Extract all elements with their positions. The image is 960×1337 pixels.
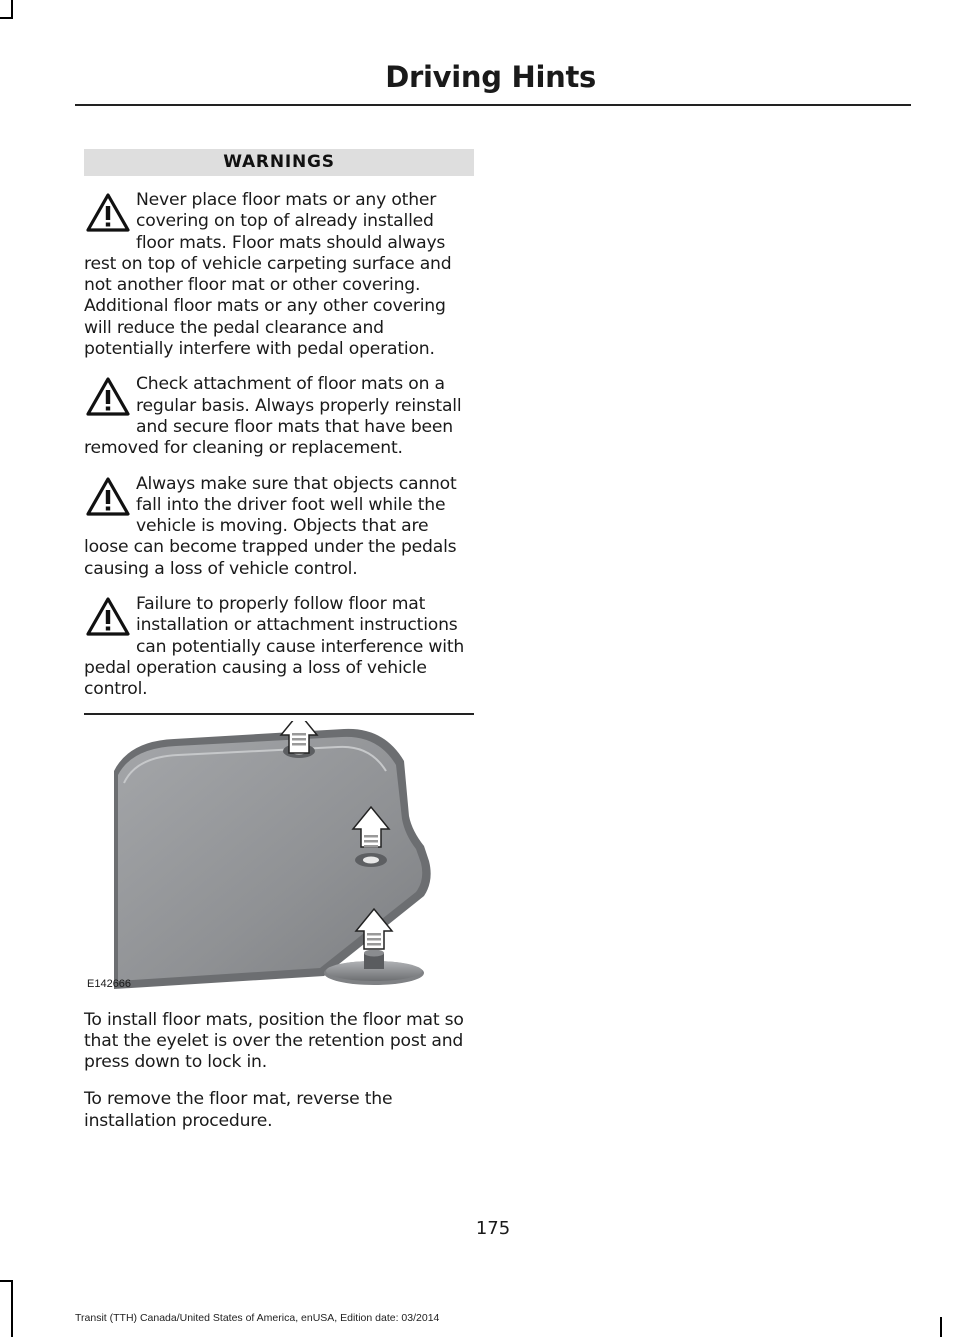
warning-text: Never place floor mats or any other covering on top of already installed floor mats. Floor mats should always rest on top of vehicle carpeting surface and not another floor mat or other covering. Additional floor mats or any other covering will reduce the pedal clearance and potentially interfere with pedal operation. xyxy=(84,190,452,360)
footer-edition: Transit (TTH) Canada/United States of America, enUSA, Edition date: 03/2014 xyxy=(75,1312,440,1324)
warning-item xyxy=(84,474,474,580)
warning-triangle-icon xyxy=(84,376,132,420)
warning-item xyxy=(84,374,474,459)
crop-mark xyxy=(11,1280,13,1337)
floor-mat-illustration xyxy=(84,721,474,996)
warning-triangle-icon xyxy=(84,192,132,236)
crop-mark xyxy=(0,1280,13,1282)
main-column xyxy=(84,149,474,1132)
crop-mark xyxy=(940,1317,942,1337)
remove-instructions: To remove the floor mat, reverse the installation procedure. xyxy=(84,1089,393,1131)
warnings-end-rule xyxy=(84,713,474,715)
page-title: Driving Hints xyxy=(385,60,596,94)
warning-text: Always make sure that objects cannot fall into the driver foot well while the vehicle is moving. Objects that are loose can become trapped under the pedals causing a loss of vehicle control. xyxy=(84,473,457,579)
crop-mark xyxy=(0,17,13,19)
page-number: 175 xyxy=(475,1218,511,1239)
warning-item xyxy=(84,190,474,360)
install-instructions: To install floor mats, position the floor mat so that the eyelet is over the retention post and press down to lock in. xyxy=(84,1009,464,1073)
warning-text: Check attachment of floor mats on a regular basis. Always properly reinstall and secure floor mats that have been removed for cleaning or replacement. xyxy=(84,374,462,459)
warnings-heading: WARNINGS xyxy=(84,149,474,176)
warning-triangle-icon xyxy=(84,596,132,640)
warning-text: Failure to properly follow floor mat installation or attachment instructions can potentially cause interference with pedal operation causing a loss of vehicle control. xyxy=(84,594,465,700)
warning-item xyxy=(84,594,474,700)
header-rule xyxy=(75,104,911,106)
floor-mat-drawing xyxy=(84,721,474,996)
figure-label: E142666 xyxy=(87,977,132,990)
warning-triangle-icon xyxy=(84,476,132,520)
